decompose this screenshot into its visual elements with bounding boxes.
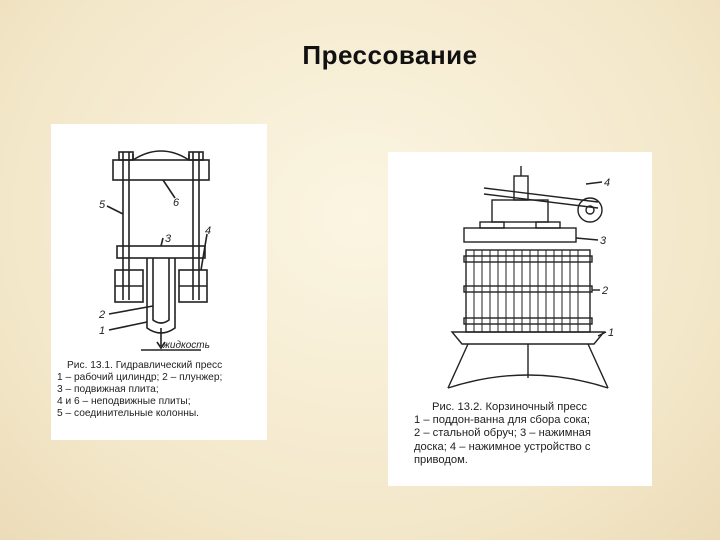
figure2-caption	[414, 401, 650, 467]
leg	[448, 344, 468, 388]
steel-hoop	[464, 318, 592, 324]
callout-1: 1	[99, 325, 106, 337]
callout-1: 1	[608, 327, 615, 339]
top-arch	[133, 151, 189, 160]
working-cylinder	[147, 258, 175, 333]
top-fixed-plate	[113, 160, 209, 180]
figure1-caption-line: 5 – соединительные колонны.	[57, 408, 199, 420]
pressing-board	[464, 228, 576, 242]
callout-2: 2	[99, 309, 106, 321]
liquid-label: жидкость	[163, 340, 210, 351]
callout-5: 5	[99, 199, 106, 211]
basket-press-drawing	[388, 152, 652, 398]
moving-plate	[117, 246, 205, 258]
figure2-caption-line: доска; 4 – нажимное устройство с	[414, 440, 591, 453]
callout-4: 4	[205, 225, 212, 237]
plunger	[153, 258, 169, 323]
juice-tray	[452, 332, 604, 344]
slide-title: Прессование	[302, 40, 478, 70]
leg	[588, 344, 608, 388]
figure2-caption-line: приводом.	[414, 453, 468, 466]
figure1-caption	[57, 360, 267, 420]
steel-hoop	[464, 256, 592, 262]
hydraulic-press-drawing	[51, 124, 267, 360]
figure-hydraulic-press	[51, 124, 267, 440]
figure1-caption-line: 4 и 6 – неподвижные плиты;	[57, 396, 191, 408]
steel-hoop	[464, 286, 592, 292]
figure-basket-press	[388, 152, 652, 486]
callout-3: 3	[165, 233, 172, 245]
figure2-caption-line: 2 – стальной обруч; 3 – нажимная	[414, 427, 591, 440]
pressing-device	[492, 200, 548, 222]
figure2-caption-title: Рис. 13.2. Корзиночный пресс	[432, 401, 587, 413]
figure1-caption-line: 1 – рабочий цилиндр; 2 – плунжер;	[57, 372, 223, 384]
figure1-caption-line: 3 – подвижная плита;	[57, 384, 159, 396]
callout-4: 4	[604, 177, 611, 189]
figure2-caption-line: 1 – поддон-ванна для сбора сока;	[414, 414, 591, 427]
callout-2: 2	[602, 285, 609, 297]
figure1-caption-title: Рис. 13.1. Гидравлический пресс	[67, 360, 223, 371]
callout-6: 6	[173, 197, 180, 209]
callout-3: 3	[600, 235, 607, 247]
